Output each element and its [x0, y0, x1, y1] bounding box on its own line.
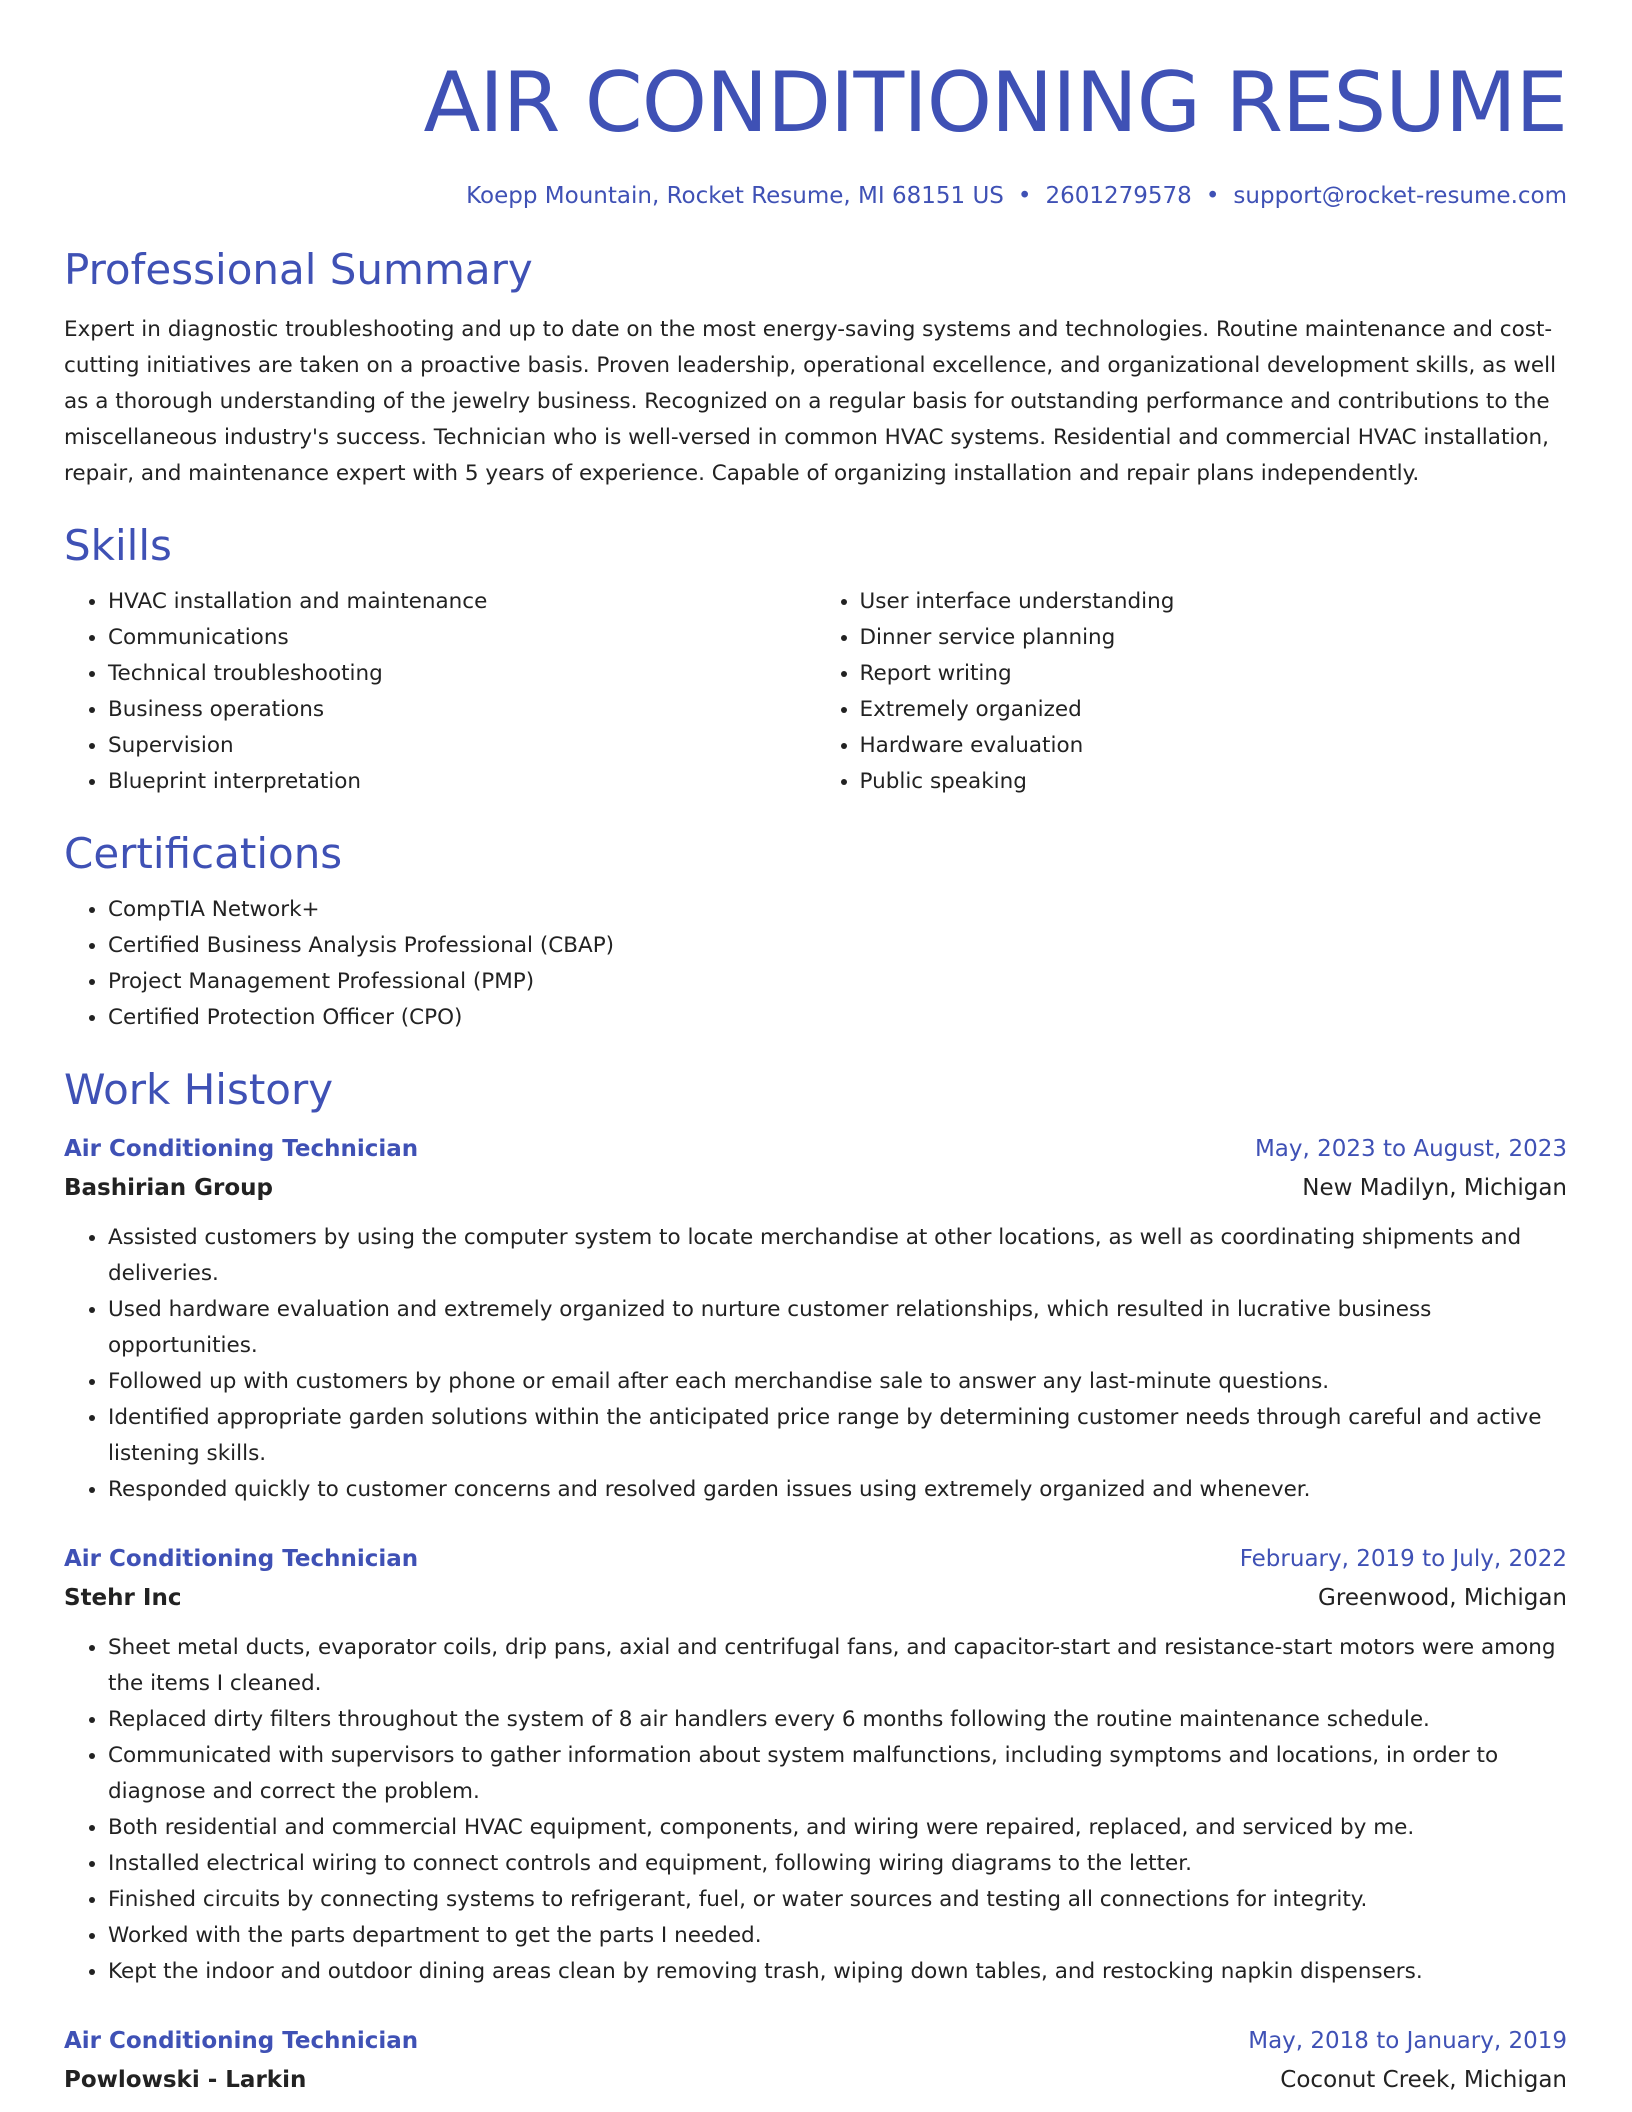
- resume-title: AIR CONDITIONING RESUME: [423, 54, 1567, 151]
- job-title-row: [64, 2022, 1567, 2060]
- contact-separator: •: [1205, 183, 1220, 209]
- job-entry: [64, 2022, 1567, 2100]
- job-dates: May, 2023 to August, 2023: [1254, 1136, 1567, 1162]
- job-location: Coconut Creek, Michigan: [1280, 2067, 1567, 2093]
- section-heading-work-history: Work History: [64, 1065, 334, 1114]
- job-duty-item: • Replaced dirty filters throughout the system of 8 air handlers every 6 months following the routine maintenance schedule.: [108, 1702, 1567, 1738]
- jobs-list: [64, 1130, 1567, 2100]
- certification-item: • CompTIA Network+: [108, 892, 1567, 928]
- skills-list-left: [64, 584, 816, 800]
- skill-item: • Blueprint interpretation: [108, 764, 816, 800]
- certifications-list: [64, 892, 1567, 1036]
- certification-item: • Certified Protection Officer (CPO): [108, 1000, 1567, 1036]
- skills-section: [64, 518, 1567, 800]
- job-dates: February, 2019 to July, 2022: [1239, 1546, 1567, 1572]
- job-location: New Madilyn, Michigan: [1302, 1175, 1567, 1201]
- certification-item: • Project Management Professional (PMP): [108, 964, 1567, 1000]
- job-duties-list: [64, 1630, 1567, 1990]
- skill-item: • Technical troubleshooting: [108, 656, 816, 692]
- contact-address: Koepp Mountain, Rocket Resume, MI 68151 US: [466, 183, 1004, 209]
- contact-line: [64, 180, 1567, 212]
- skill-item: • Report writing: [860, 656, 1568, 692]
- job-duty-item: • Installed electrical wiring to connect controls and equipment, following wiring diagrams to the letter.: [108, 1846, 1567, 1882]
- job-company-row: [64, 1578, 1567, 1618]
- job-entry: [64, 1540, 1567, 1990]
- job-title: Air Conditioning Technician: [64, 1546, 419, 1572]
- job-title: Air Conditioning Technician: [64, 2028, 419, 2054]
- job-dates: May, 2018 to January, 2019: [1248, 2028, 1567, 2054]
- certifications-section: [64, 826, 1567, 1036]
- job-duty-item: • Communicated with supervisors to gather information about system malfunctions, including symptoms and locations, in order to diagnose and correct the problem.: [108, 1738, 1567, 1810]
- contact-phone: 2601279578: [1045, 183, 1192, 209]
- job-duty-item: • Used hardware evaluation and extremely organized to nurture customer relationships, which resulted in lucrative business opportunities.: [108, 1292, 1567, 1364]
- summary-text: Expert in diagnostic troubleshooting and up to date on the most energy-saving systems and technologies. Routine maintenance and cost-cutting initiatives are taken on a proactive basis. Proven leadership, operational excellence, and organizational development skills, as well as a thorough understanding of the jewelry business. Recognized on a regular basis for outstanding performance and contributions to the miscellaneous industry's success. Technician who is well-versed in common HVAC systems. Residential and commercial HVAC installation, repair, and maintenance expert with 5 years of experience. Capable of organizing installation and repair plans independently.: [64, 317, 1557, 486]
- job-duty-item: • Sheet metal ducts, evaporator coils, drip pans, axial and centrifugal fans, and capacitor-start and resistance-start motors were among the items I cleaned.: [108, 1630, 1567, 1702]
- contact-separator: •: [1017, 183, 1032, 209]
- summary-section: [64, 242, 1567, 492]
- skill-item: • Supervision: [108, 728, 816, 764]
- job-duty-item: • Assisted customers by using the computer system to locate merchandise at other locations, as well as coordinating shipments and deliveries.: [108, 1220, 1567, 1292]
- job-duty-item: • Identified appropriate garden solutions within the anticipated price range by determining customer needs through careful and active listening skills.: [108, 1400, 1567, 1472]
- job-company-row: [64, 1168, 1567, 1208]
- job-company: Powlowski - Larkin: [64, 2067, 307, 2093]
- job-duties-list: [64, 1220, 1567, 1508]
- skill-item: • Extremely organized: [860, 692, 1568, 728]
- certification-item: • Certified Business Analysis Professional (CBAP): [108, 928, 1567, 964]
- job-title-row: [64, 1540, 1567, 1578]
- contact-email: support@rocket-resume.com: [1233, 183, 1567, 209]
- job-entry: [64, 1130, 1567, 1508]
- skill-item: • Dinner service planning: [860, 620, 1568, 656]
- job-location: Greenwood, Michigan: [1318, 1585, 1567, 1611]
- section-heading-skills: Skills: [64, 521, 172, 570]
- job-duty-item: • Worked with the parts department to get the parts I needed.: [108, 1918, 1567, 1954]
- job-company: Bashirian Group: [64, 1175, 273, 1201]
- skill-item: • Hardware evaluation: [860, 728, 1568, 764]
- job-company: Stehr Inc: [64, 1585, 182, 1611]
- section-heading-certifications: Certifications: [64, 829, 343, 878]
- section-heading-summary: Professional Summary: [64, 245, 533, 294]
- skill-item: • Public speaking: [860, 764, 1568, 800]
- job-title-row: [64, 1130, 1567, 1168]
- job-duty-item: • Followed up with customers by phone or email after each merchandise sale to answer any last-minute questions.: [108, 1364, 1567, 1400]
- job-duty-item: • Finished circuits by connecting systems to refrigerant, fuel, or water sources and testing all connections for integrity.: [108, 1882, 1567, 1918]
- job-title: Air Conditioning Technician: [64, 1136, 419, 1162]
- skills-grid: [64, 574, 1567, 800]
- skill-item: • HVAC installation and maintenance: [108, 584, 816, 620]
- job-company-row: [64, 2060, 1567, 2100]
- work-history-section: [64, 1062, 1567, 2100]
- skill-item: • Communications: [108, 620, 816, 656]
- job-duty-item: • Responded quickly to customer concerns and resolved garden issues using extremely organized and whenever.: [108, 1472, 1567, 1508]
- job-duty-item: • Both residential and commercial HVAC equipment, components, and wiring were repaired, replaced, and serviced by me.: [108, 1810, 1567, 1846]
- skill-item: • Business operations: [108, 692, 816, 728]
- skill-item: • User interface understanding: [860, 584, 1568, 620]
- job-duty-item: • Kept the indoor and outdoor dining areas clean by removing trash, wiping down tables, and restocking napkin dispensers.: [108, 1954, 1567, 1990]
- resume-header: [64, 48, 1567, 212]
- skills-list-right: [816, 584, 1568, 800]
